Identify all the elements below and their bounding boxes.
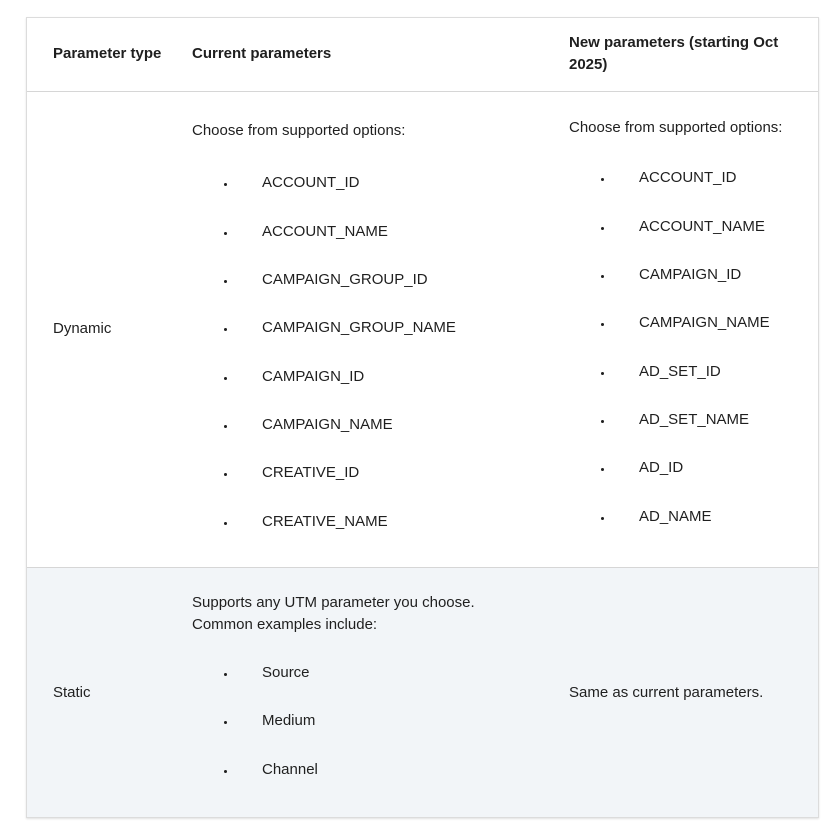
cell-type-static: Static: [53, 683, 91, 701]
header-new-parameters: New parameters (starting Oct 2025): [543, 18, 818, 91]
list-item: CREATIVE_ID: [192, 449, 543, 497]
list-item: ACCOUNT_ID: [569, 154, 798, 202]
list-item: Medium: [192, 697, 543, 745]
header-row: [27, 18, 818, 91]
list-item: CAMPAIGN_GROUP_NAME: [192, 304, 543, 352]
header-parameter-type: Parameter type: [27, 18, 166, 91]
list-item: ACCOUNT_NAME: [569, 202, 798, 250]
bullet-icon: [601, 372, 604, 375]
cell-current-dynamic: [166, 91, 543, 567]
list-item: CAMPAIGN_NAME: [192, 401, 543, 449]
list-item: AD_SET_NAME: [569, 396, 798, 444]
bullet-icon: [224, 473, 227, 476]
bullet-icon: [224, 673, 227, 676]
bullet-icon: [224, 770, 227, 773]
current-static-intro: Supports any UTM parameter you choose. Common examples include:: [192, 593, 475, 633]
list-item: AD_NAME: [569, 493, 798, 541]
cell-current-static: [166, 567, 543, 818]
list-item: ACCOUNT_ID: [192, 159, 543, 207]
table-row-dynamic: [27, 91, 818, 567]
current-static-options-list: [192, 649, 543, 794]
current-dynamic-intro: Choose from supported options:: [192, 121, 406, 139]
bullet-icon: [601, 227, 604, 230]
cell-new-dynamic: [543, 91, 818, 567]
bullet-icon: [601, 468, 604, 471]
bullet-icon: [601, 517, 604, 520]
current-dynamic-options-list: [192, 159, 543, 546]
new-dynamic-options-list: [569, 154, 798, 541]
bullet-icon: [601, 178, 604, 181]
parameters-table: [27, 18, 818, 818]
list-item: ACCOUNT_NAME: [192, 207, 543, 255]
list-item: CREATIVE_NAME: [192, 498, 543, 546]
list-item: CAMPAIGN_NAME: [569, 299, 798, 347]
bullet-icon: [224, 425, 227, 428]
list-item: AD_SET_ID: [569, 348, 798, 396]
list-item: Source: [192, 649, 543, 697]
utm-parameters-table: [26, 17, 819, 818]
new-dynamic-intro: Choose from supported options:: [569, 118, 783, 136]
bullet-icon: [601, 420, 604, 423]
list-item: AD_ID: [569, 444, 798, 492]
bullet-icon: [224, 280, 227, 283]
list-item: CAMPAIGN_ID: [192, 353, 543, 401]
bullet-icon: [224, 232, 227, 235]
list-item: Channel: [192, 745, 543, 793]
bullet-icon: [601, 323, 604, 326]
header-current-parameters: Current parameters: [166, 18, 543, 91]
cell-new-static: Same as current parameters.: [569, 683, 764, 701]
bullet-icon: [601, 275, 604, 278]
list-item: CAMPAIGN_GROUP_ID: [192, 256, 543, 304]
bullet-icon: [224, 377, 227, 380]
bullet-icon: [224, 522, 227, 525]
bullet-icon: [224, 721, 227, 724]
list-item: CAMPAIGN_ID: [569, 251, 798, 299]
table-row-static: [27, 567, 818, 818]
cell-type-dynamic: Dynamic: [53, 320, 112, 337]
bullet-icon: [224, 183, 227, 186]
bullet-icon: [224, 328, 227, 331]
